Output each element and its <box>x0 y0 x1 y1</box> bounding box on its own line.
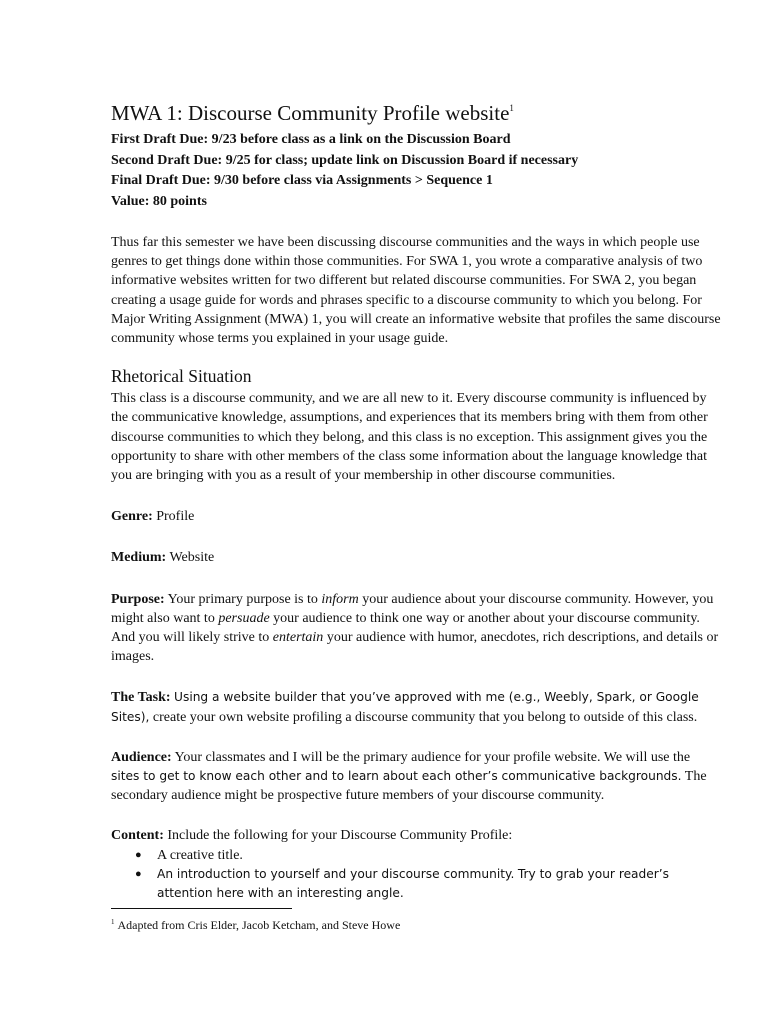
purpose-inform: inform <box>321 591 359 607</box>
audience-text-2: sites to get to know each other and to learn about each other’s communicative backgrounds. <box>111 769 682 784</box>
title-footnote-marker: 1 <box>509 103 514 113</box>
list-item-text: An introduction to yourself and your discourse community. <box>157 866 515 881</box>
list-item <box>111 865 721 903</box>
second-draft-due: Second Draft Due: 9/25 for class; update link on Discussion Board if necessary <box>111 152 579 168</box>
list-item <box>111 846 721 865</box>
purpose-paragraph <box>111 590 721 667</box>
audience-paragraph <box>111 748 721 806</box>
purpose-text-1: Your primary purpose is to <box>167 591 318 607</box>
task-label: The Task: <box>111 690 171 706</box>
final-draft-due: Final Draft Due: 9/30 before class via Assignments > Sequence 1 <box>111 173 493 188</box>
purpose-text-4: your audience with humor, anecdotes, rich descriptions, and details or images. <box>111 630 719 665</box>
list-item-text: A creative title. <box>157 847 243 863</box>
content-intro: Include the following for your Discourse Community Profile: <box>167 828 513 844</box>
purpose-entertain: entertain <box>272 630 324 646</box>
medium-value: Website <box>169 550 215 566</box>
task-text-1: Using a website builder that you’ve approved with me (e.g., Weebly, Spark, or Google Sites), <box>111 690 699 724</box>
document-title <box>111 96 721 126</box>
genre-value: Profile <box>156 509 195 525</box>
footnote-text: Adapted from Cris Elder, Jacob Ketcham, and Steve Howe <box>117 918 401 932</box>
task-paragraph <box>111 688 721 726</box>
content-intro-line <box>111 826 721 845</box>
footnote <box>111 914 400 933</box>
footnote-divider <box>111 908 292 909</box>
purpose-text-2: your audience about your discourse community. However, you might also want to <box>111 591 714 626</box>
content-list <box>111 846 721 904</box>
point-value: Value: 80 points <box>111 193 207 209</box>
medium-line <box>111 548 721 567</box>
purpose-label: Purpose: <box>111 591 165 607</box>
purpose-text-3: your audience to think one way or another about your discourse community. And you will likely strive to <box>111 610 700 646</box>
medium-label: Medium: <box>111 550 167 566</box>
bullet-icon: ● <box>135 848 142 861</box>
list-item-text-continued: Try to grab your reader’s attention here with an interesting angle. <box>157 866 669 901</box>
bullet-icon: ● <box>135 867 142 880</box>
task-text-2: create your own website profiling a discourse community that you belong to outside of this class. <box>152 709 698 725</box>
rhetorical-situation-body: This class is a discourse community, and we are all new to it. Every discourse community is influenced by the communicative knowledge, assumptions, and experiences that its members bring with them from other discourse communities to which they belong, and this class is no exception. This assignment gives you the opportunity to share with other members of the class some information about the language knowledge that you are bringing with you as a result of your membership in other discourse communities. <box>111 391 708 484</box>
purpose-persuade: persuade <box>218 610 270 626</box>
content-label: Content: <box>111 828 164 844</box>
title-text: MWA 1: Discourse Community Profile website <box>111 101 510 125</box>
rhetorical-situation-heading: Rhetorical Situation <box>111 366 252 387</box>
first-draft-due: First Draft Due: 9/23 before class as a link on the Discussion Board <box>111 132 511 147</box>
document-page <box>111 96 721 903</box>
genre-line <box>111 507 721 526</box>
footnote-marker: 1 <box>111 918 115 926</box>
genre-label: Genre: <box>111 509 153 525</box>
audience-label: Audience: <box>111 749 172 765</box>
intro-paragraph: Thus far this semester we have been discussing discourse communities and the ways in which people use genres to get things done within those communities. For SWA 1, you wrote a comparative analysis of two informative websites written for two different but related discourse communities. For SWA 2, you began creating a usage guide for words and phrases specific to a discourse community to which you belong. For Major Writing Assignment (MWA) 1, you will create an informative website that profiles the same discourse community whose terms you explained in your usage guide. <box>111 235 721 347</box>
audience-text-3: The secondary audience might be prospective future members of your discourse community. <box>111 769 707 804</box>
audience-text-1: Your classmates and I will be the primary audience for your profile website. We will use the <box>174 749 691 765</box>
